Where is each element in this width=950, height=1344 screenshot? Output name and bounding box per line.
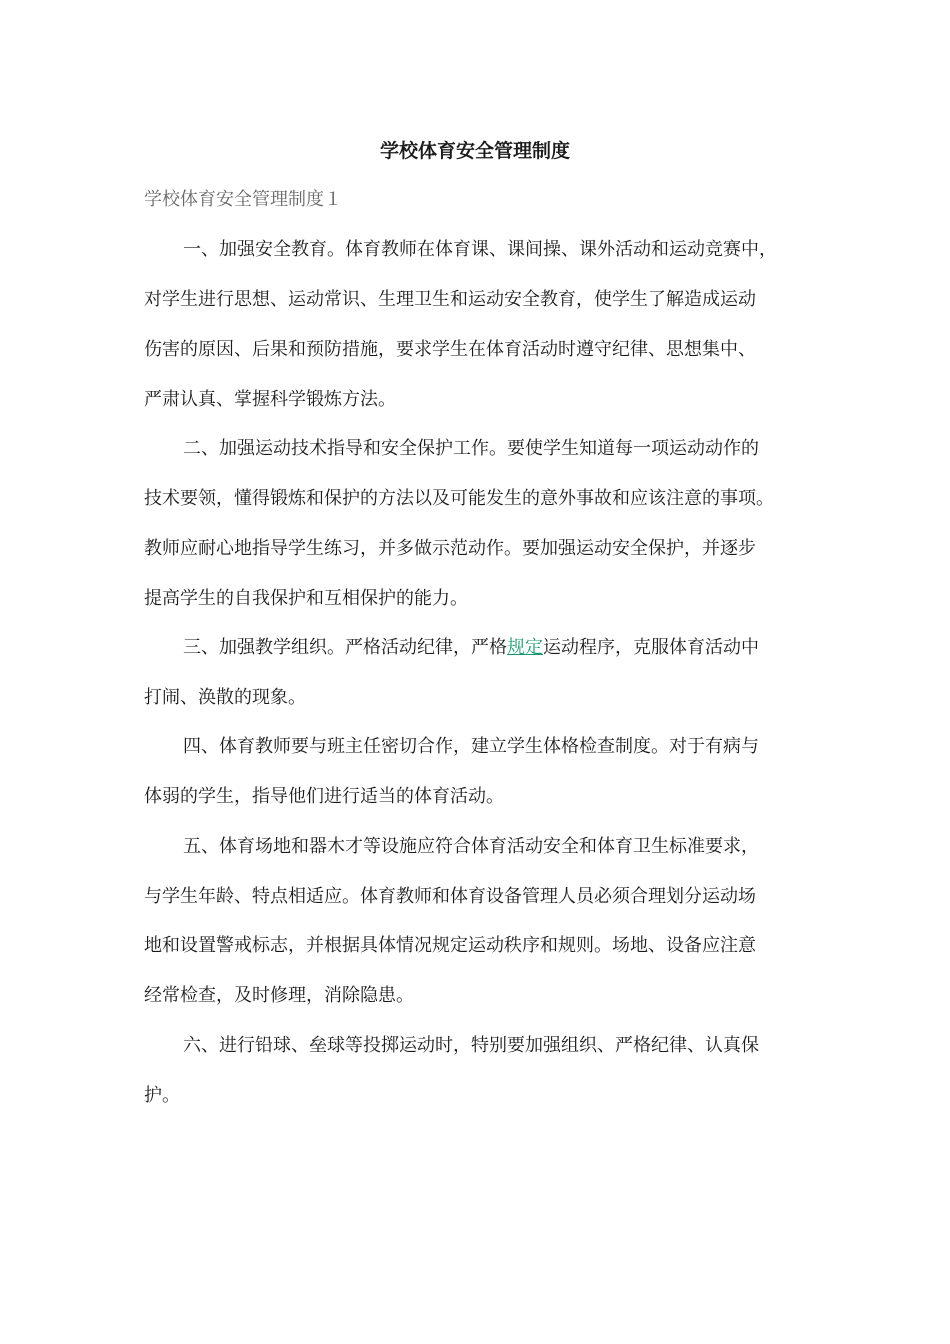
paragraph-line: 提高学生的自我保护和互相保护的能力。 bbox=[144, 588, 468, 609]
paragraph-line: 地和设置警戒标志，并根据具体情况规定运动秩序和规则。场地、设备应注意 bbox=[144, 935, 756, 956]
paragraph-line: 体弱的学生，指导他们进行适当的体育活动。 bbox=[144, 786, 504, 807]
paragraph-line: 严肃认真、掌握科学锻炼方法。 bbox=[144, 389, 396, 410]
paragraph-line: 技术要领，懂得锻炼和保护的方法以及可能发生的意外事故和应该注意的事项。 bbox=[144, 488, 774, 509]
paragraph-line: 五、体育场地和器木才等设施应符合体育活动安全和体育卫生标准要求， bbox=[183, 836, 759, 857]
paragraph-text: 运动程序，克服体育活动中 bbox=[543, 637, 759, 658]
paragraph-line: 伤害的原因、后果和预防措施，要求学生在体育活动时遵守纪律、思想集中、 bbox=[144, 339, 756, 360]
paragraph-line: 与学生年龄、特点相适应。体育教师和体育设备管理人员必须合理划分运动场 bbox=[144, 886, 756, 907]
paragraph-line: 四、体育教师要与班主任密切合作，建立学生体格检查制度。对于有病与 bbox=[183, 736, 759, 757]
document-title: 学校体育安全管理制度 bbox=[379, 140, 570, 162]
paragraph-line: 护。 bbox=[144, 1085, 180, 1106]
paragraph-line: 一、加强安全教育。体育教师在体育课、课间操、课外活动和运动竞赛中， bbox=[183, 239, 777, 260]
paragraph-text: 三、加强教学组织。严格活动纪律，严格 bbox=[183, 637, 507, 658]
paragraph-line: 对学生进行思想、运动常识、生理卫生和运动安全教育，使学生了解造成运动 bbox=[144, 289, 756, 310]
paragraph-line: 经常检查，及时修理，消除隐患。 bbox=[144, 985, 414, 1006]
paragraph-line: 六、进行铅球、垒球等投掷运动时，特别要加强组织、严格纪律、认真保 bbox=[183, 1035, 759, 1056]
section-heading: 学校体育安全管理制度１ bbox=[144, 189, 342, 210]
paragraph-line: 教师应耐心地指导学生练习，并多做示范动作。要加强运动安全保护，并逐步 bbox=[144, 538, 756, 559]
keyword-link[interactable]: 规定 bbox=[507, 637, 543, 658]
paragraph-line: 二、加强运动技术指导和安全保护工作。要使学生知道每一项运动动作的 bbox=[183, 438, 759, 459]
paragraph-line: 打闹、涣散的现象。 bbox=[144, 687, 306, 708]
paragraph-line bbox=[183, 633, 759, 663]
